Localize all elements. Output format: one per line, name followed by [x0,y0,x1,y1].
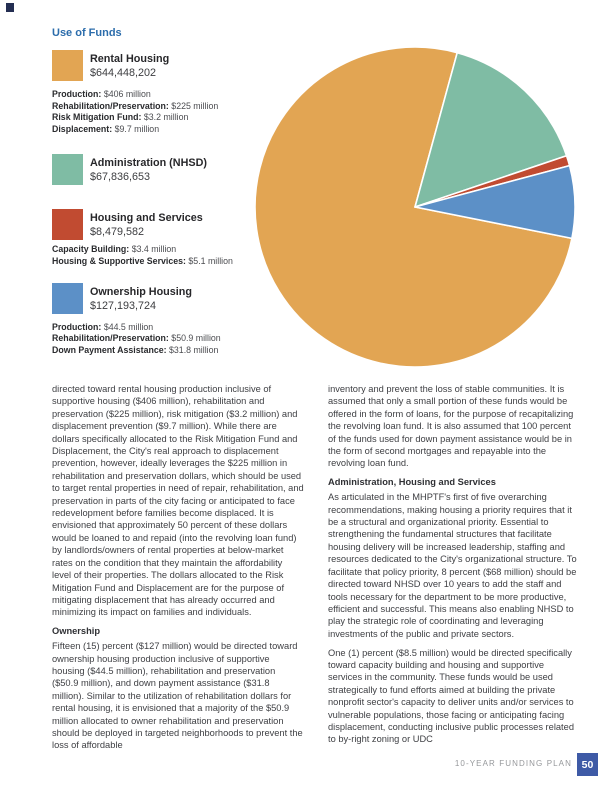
legend-label: Housing and Services [90,212,203,225]
body-paragraph: As articulated in the MHPTF's first of five overarching recommendations, making housing a priority requires that it be a structural and organizational priority. Essential to strengthening the fundamental structures that facilitate housing delivery will be increased leadership, staffing and resources dedicated to the City's organizational structure. To facilitate that policy priority, 8 percent ($68 million) should be directed toward NHSD over 10 years to add the staff and tools necessary for the department to be more productive, efficient and successful. This means also enabling NHSD to play the strategic role of coordinating and leveraging investments of the public and private sectors. [328,492,577,639]
detail-label: Displacement: [52,123,113,134]
body-paragraph: Fifteen (15) percent ($127 million) would be directed toward ownership housing production inclusive of supportive housing ($44.5 million), rehabilitation and preservation ($50.9 million), and down payment assistance ($31.8 million). Similar to the utilization of rehabilitation dollars for rental housing, it is envisioned that a majority of the $50.9 million allocated to owner rehabilitation and preservation should be deployed in targeted neighborhoods to prevent the loss of affordable [52,641,303,751]
detail-amount: $44.5 million [103,321,154,332]
legend-label: Rental Housing [90,53,170,65]
detail-label: Housing & Supportive Services: [52,255,186,266]
detail-amount: $3.2 million [143,112,189,123]
detail-amount: $3.4 million [131,244,177,255]
body-column-right [328,383,577,752]
detail-label: Capacity Building: [52,244,130,255]
page-number-badge: 50 [577,753,598,776]
legend-text [90,209,203,239]
detail-label: Down Payment Assistance: [52,344,167,355]
footer-label: 10-YEAR FUNDING PLAN [454,759,572,768]
detail-amount: $31.8 million [169,344,219,355]
detail-amount: $50.9 million [171,333,221,344]
legend-value: $127,193,724 [90,299,157,312]
legend-text [90,283,192,313]
body-paragraph: inventory and prevent the loss of stable communities. It is assumed that only a small portion of these funds would be offered in the form of loans, for the purpose of recapitalizing the revolving loan fund. It is also assumed that 100 percent of the funds used for down payment assistance would be in the form of second mortgages and repayable into the revolving loan fund. [328,384,574,469]
body-subheading: Ownership [52,626,101,637]
body-subheading: Administration, Housing and Services [328,477,496,488]
detail-label: Rehabilitation/Preservation: [52,333,169,344]
section-title: Use of Funds [52,27,122,39]
legend-label: Administration (NHSD) [90,157,207,170]
legend-label: Ownership Housing [90,285,192,298]
detail-amount: $5.1 million [188,255,233,266]
pie-chart-svg [252,44,578,370]
detail-label: Production: [52,89,102,99]
legend-color-swatch [52,283,83,314]
body-paragraph: directed toward rental housing production inclusive of supportive housing ($406 million), rehabilitation and preservation ($225 million), risk mitigation ($3.2 million) and displacement prevention ($9.7 million). While there are dollars specifically allocated to the Risk Mitigation Fund and Displacement, the City's real approach to displacement prevention, however, ideally leverages the $225 million in rehabilitation and preservation dollars, which should be used to target rental properties in need of repair, rehabilitation, and preservation in parts of the city facing or anticipated to face redevelopment before families become displaced. It is envisioned that approximately 50 percent of these dollars would be loaned to and repaid (into the revolving loan fund) by landlords/owners of rental properties at below-market rates on the condition that they maintain the affordability level of their properties. The dollars allocated to the Risk Mitigation Fund and Displacement are for the purpose of mitigating displacement that has already occurred and minimizing its impact on families and individuals. [52,384,304,618]
detail-amount: $9.7 million [114,123,160,134]
detail-label: Risk Mitigation Fund: [52,112,142,123]
detail-amount: $225 million [171,100,219,111]
legend-color-swatch [52,209,83,240]
legend-text [90,154,207,184]
legend-value: $67,836,653 [90,171,151,184]
body-paragraph: One (1) percent ($8.5 million) would be directed specifically toward capacity building and housing and supportive services in the community. These funds would be used strategically to fund efforts aimed at building the private nonprofit sector's capacity to deliver units and/or services to vulnerable populations, those facing or anticipating facing displacement, conducting inclusive public processes related to by-right zoning or UDC [328,647,574,745]
body-column-left [52,383,304,758]
corner-artifact-glyph [6,3,14,12]
legend-color-swatch [52,154,83,185]
legend-color-swatch [52,50,83,81]
detail-label: Rehabilitation/Preservation: [52,100,169,111]
detail-label: Production: [52,321,102,332]
legend-value: $8,479,582 [90,226,145,239]
legend-text [90,50,169,80]
legend-value: $644,448,202 [90,67,157,79]
detail-amount: $406 million [103,89,151,99]
use-of-funds-pie-chart [252,44,578,370]
